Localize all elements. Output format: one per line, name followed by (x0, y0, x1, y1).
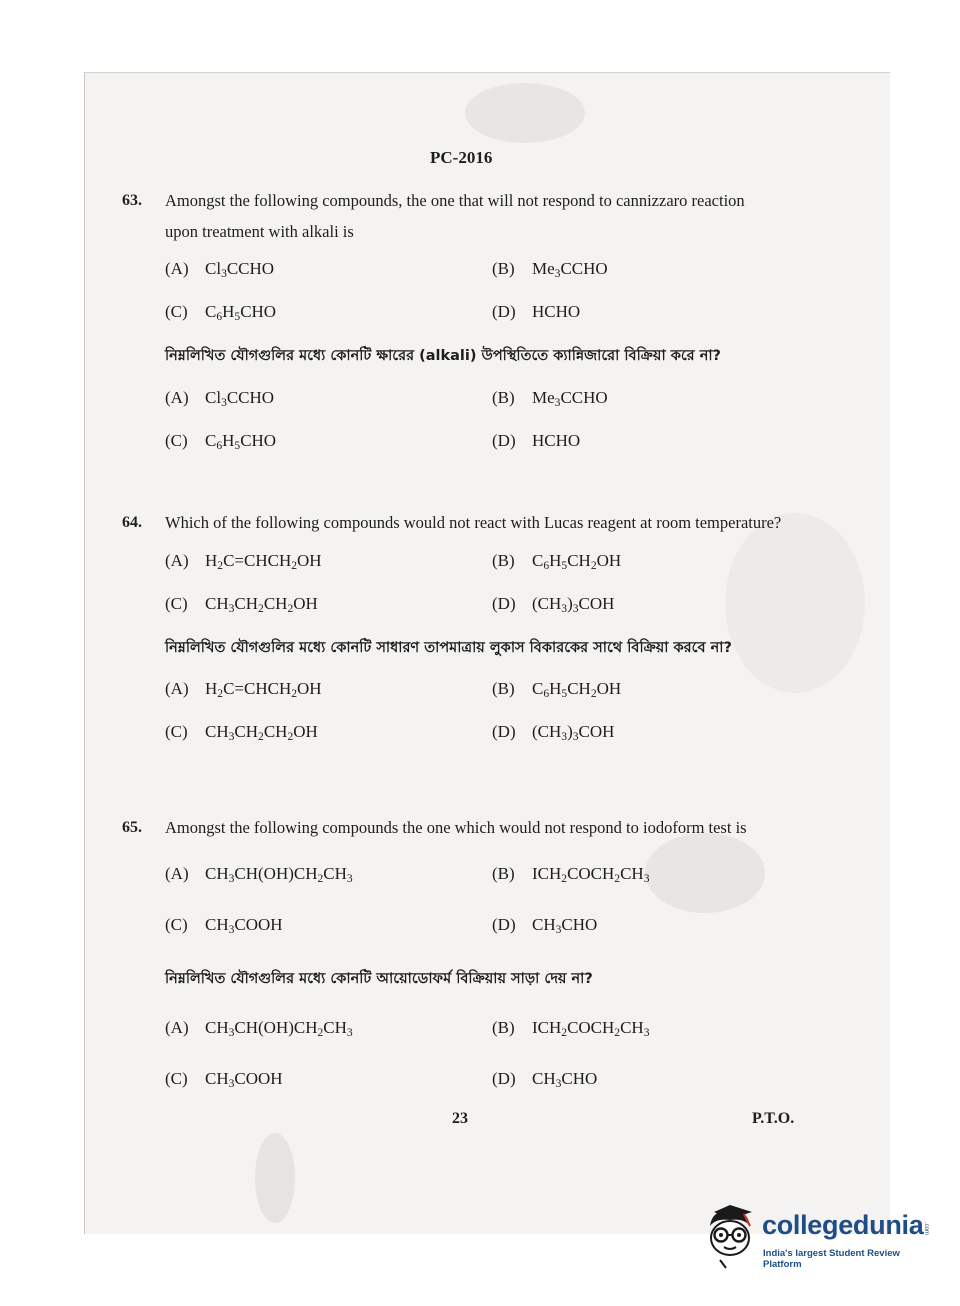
question-number: 63. (122, 192, 142, 209)
option: (D) $CH_3CHO$ (492, 915, 598, 936)
logo-tagline: India's largest Student Review Platform (763, 1248, 900, 1270)
scan-smudge (255, 1133, 295, 1223)
question-text: Amongst the following compounds the one which would not respond to iodoform test is (165, 818, 747, 837)
option: (D) $(CH_3)_3COH$ (492, 722, 615, 743)
option: (C) $C_6H_5CHO$ (165, 431, 277, 452)
option: (D) $(CH_3)_3COH$ (492, 594, 615, 615)
paper-code-header: PC-2016 (430, 148, 493, 167)
bengali-question-text: নিম্নলিখিত যৌগগুলির মধ্যে কোনটি আয়োডোফর্ম বিক্রিয়ায় সাড়া দেয় না? (165, 971, 593, 987)
option: (B) $C_6H_5CH_2OH$ (492, 551, 622, 572)
option: (C) $CH_3CH_2CH_2OH$ (165, 722, 318, 743)
question-number: 64. (122, 514, 142, 531)
question-number: 65. (122, 819, 142, 836)
scan-smudge (725, 513, 865, 693)
option: (A) $H_2C=CHCH_2OH$ (165, 551, 322, 572)
option: (B) $ICH_2COCH_2CH_3$ (492, 864, 650, 885)
mascot-icon (700, 1204, 760, 1270)
option: (A) $Cl_3CCHO$ (165, 388, 275, 409)
option: (D) $CH_3CHO$ (492, 1069, 598, 1090)
option: (A) $H_2C=CHCH_2OH$ (165, 679, 322, 700)
question-text: Amongst the following compounds, the one that will not respond to cannizzaro reaction (165, 191, 745, 210)
logo-wordmark: collegedunia (762, 1210, 924, 1240)
page-number: 23 (452, 1110, 468, 1127)
question-text: Which of the following compounds would not react with Lucas reagent at room temperature? (165, 513, 782, 532)
question-text: upon treatment with alkali is (165, 222, 354, 241)
option: (C) $CH_3COOH$ (165, 1069, 283, 1090)
option: (A) $CH_3CH(OH)CH_2CH_3$ (165, 864, 353, 885)
bengali-question-text: নিম্নলিখিত যৌগগুলির মধ্যে কোনটি ক্ষারের (alkali) উপস্থিতিতে ক্যান্নিজারো বিক্রিয়া করে না? (165, 348, 721, 364)
option: (C) $CH_3CH_2CH_2OH$ (165, 594, 318, 615)
bengali-question-text: নিম্নলিখিত যৌগগুলির মধ্যে কোনটি সাধারণ তাপমাত্রায় লুকাস বিকারকের সাথে বিক্রিয়া করবে না? (165, 640, 732, 656)
option: (C) $CH_3COOH$ (165, 915, 283, 936)
collegedunia-logo (700, 1204, 932, 1274)
option: (B) $ICH_2COCH_2CH_3$ (492, 1018, 650, 1039)
option: (B) $C_6H_5CH_2OH$ (492, 679, 622, 700)
option: (A) $CH_3CH(OH)CH_2CH_3$ (165, 1018, 353, 1039)
scan-smudge (645, 833, 765, 913)
option: (C) $C_6H_5CHO$ (165, 302, 277, 323)
logo-domain: .com (923, 1222, 929, 1236)
option: (B) $Me_3CCHO$ (492, 388, 608, 409)
option: (B) $Me_3CCHO$ (492, 259, 608, 280)
option: (A) $Cl_3CCHO$ (165, 259, 275, 280)
option: (D) HCHO (492, 302, 581, 321)
scan-smudge (465, 83, 585, 143)
option: (D) HCHO (492, 431, 581, 450)
pto-label: P.T.O. (752, 1110, 795, 1127)
